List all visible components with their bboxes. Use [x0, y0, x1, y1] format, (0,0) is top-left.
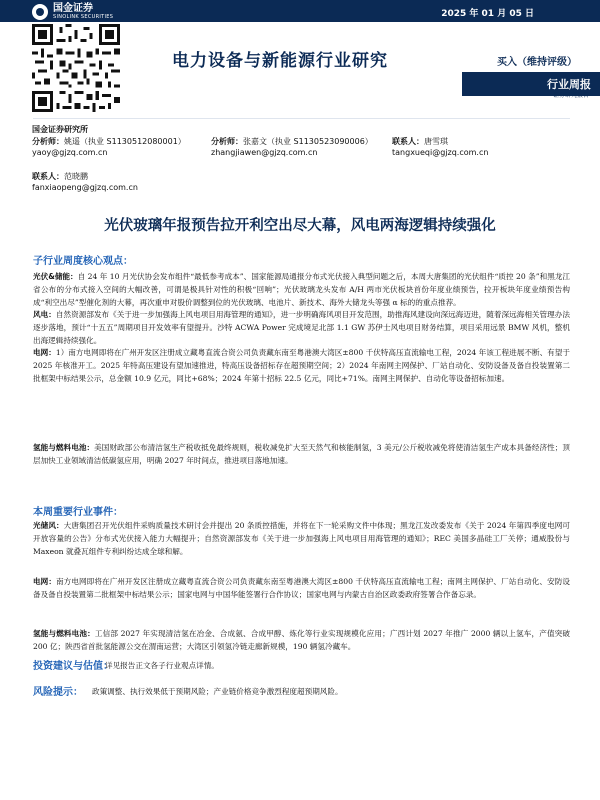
analyst-1: 分析师：姚遥（执业 S1130512080001） yaoy@gjzq.com.cn — [32, 136, 211, 159]
logo-icon — [32, 4, 48, 20]
logo-name-cn: 国金证券 — [53, 3, 93, 14]
core-view-solar: 光伏&储能：自 24 年 10 月光伏协会发布组件“最低参考成本”、国家能源局通报分布式光伏接入典型问题之后，本周大唐集团的光伏组件“质控 20 条”和黑龙江省公布的分布式接入空间的大幅改善，可谓是极具针对性的积极“回响”；光伏玻璃龙头发布 A/H 两市光伏板块首份年度业绩预告，拉开板块年度业绩预告构成“利空出尽”型催化剂的大幕，再次重申对股价调整到位的光伏玻璃、电池片、新技术、海外大储龙头等强 α 标的的重点推荐。 — [33, 272, 570, 307]
report-type: 行业周报 — [547, 78, 591, 91]
contact-1-email[interactable]: tangxueqi@gjzq.com.cn — [392, 148, 489, 157]
divider — [33, 118, 570, 119]
analyst-2: 分析师：张嘉文（执业 S1130523090006） zhangjiawen@gjzq.com.cn — [211, 136, 392, 159]
investment-title: 投资建议与估值： — [33, 661, 113, 672]
rating-label: 买入（维持评级） — [497, 57, 577, 68]
contact-2: 联系人：范晓鹏 fanxiaopeng@gjzq.com.cn — [32, 171, 572, 194]
event-solar-wind: 光储风：大唐集团召开光伏组件采购质量技术研讨会并提出 20 条质控措施，并将在下一轮采购文件中体现；黑龙江发改委发布《关于 2024 年第四季度电网可开放容量的公告》分布式光伏接入能力大幅提升；自然资源部发布《关于进一步加强海上风电项目用海管理的通知》；REC 美国多晶硅工厂关停；通威股份与 Maxeon 就叠瓦组件专利纠纷达成全球和解。 — [33, 521, 570, 556]
logo-name-en: SINOLINK SECURITIES — [53, 14, 114, 20]
report-title: 电力设备与新能源行业研究 — [172, 51, 388, 71]
institute-name: 国金证券研究所 — [32, 125, 88, 134]
headline: 光伏玻璃年报预告拉开利空出尽大幕，风电两海逻辑持续强化 — [104, 218, 496, 234]
section-events-title: 本周重要行业事件： — [33, 507, 123, 518]
contact-1: 联系人：唐雪琪 tangxueqi@gjzq.com.cn — [392, 136, 562, 159]
analyst-1-email[interactable]: yaoy@gjzq.com.cn — [32, 148, 108, 157]
contact-2-email[interactable]: fanxiaopeng@gjzq.com.cn — [32, 183, 138, 192]
report-date: 2025 年 01 月 05 日 — [441, 9, 534, 19]
risk-text: 政策调整、执行效果低于预期风险；产业链价格竞争激烈程度超预期风险。 — [92, 687, 343, 696]
event-grid: 电网：南方电网即将在广州开发区注册成立藏粤直流合资公司负责藏东南至粤港澳大湾区±800 千伏特高压直流输电工程；南网主网保护、厂站自动化、安防设备及备自投装置第二批框架中标结果公示；国家电网与中国华能签署行合作协议；国家电网与内蒙古自治区政委政府签署合作备忘录。 — [33, 577, 571, 599]
analyst-block — [32, 124, 572, 194]
risk-title: 风险提示： — [33, 687, 83, 698]
investment-text: 详见报告正文各子行业观点详情。 — [105, 661, 219, 670]
qr-code-icon — [32, 24, 120, 112]
report-subtitle: 证券研究报告 — [553, 92, 590, 99]
company-logo — [32, 4, 113, 20]
event-hydrogen: 氢能与燃料电池：工信部 2027 年实现清洁氢在冶金、合成氨、合成甲醇、炼化等行业实现规模化应用；广西计划 2027 年推广 2000 辆以上氢车，产值突破 200 亿；陕西省首批氢能源公交在渭南运营；大湾区引领氢冷链走廊新规模，190 辆氢冷藏车。 — [33, 629, 570, 651]
core-view-wind: 风电：自然资源部发布《关于进一步加强海上风电项目用海管理的通知》，进一步明确海风项目开发范围，助推海风建设向深远海迈进，随着深远海相关管理办法逐步落地，预计“十五五”周期项目开发效率有望提升。沙特 ACWA Power 完成境足北部 1.1 GW 苏伊士风电项目财务结算，项目采用远景 BMW 风机，整机出海逻辑持续强化。 — [33, 310, 570, 345]
analyst-2-email[interactable]: zhangjiawen@gjzq.com.cn — [211, 148, 318, 157]
core-view-grid: 电网：1）南方电网即将在广州开发区注册成立藏粤直流合资公司负责藏东南至粤港澳大湾区±800 千伏特高压直流输电工程，2024 年该工程进展不断、有望于 2025 年核准开工。2025 年特高压建设有望加速推进，特高压设备招标存在超预期空间；2）2024 年南网主网保护、厂站自动化、安防设备及备自投装置第二批框架中标结果公示，总金额 10.9 亿元，同比+68%；2024 年第十招标 22.5 亿元，同比+71%。南网主网保护、自动化等设备招标加速。 — [33, 348, 571, 383]
section-core-views-title: 子行业周度核心观点： — [33, 256, 133, 267]
core-view-hydrogen: 氢能与燃料电池：美国财政部公布清洁氢生产税收抵免最终规则，税收减免扩大至天然气和核能制氢，3 美元/公斤税收减免将使清洁氢生产成本具备经济性；顶层加快工业领域清洁低碳氢应用，明确 2027 年时间点，推进项目落地加速。 — [33, 443, 571, 465]
